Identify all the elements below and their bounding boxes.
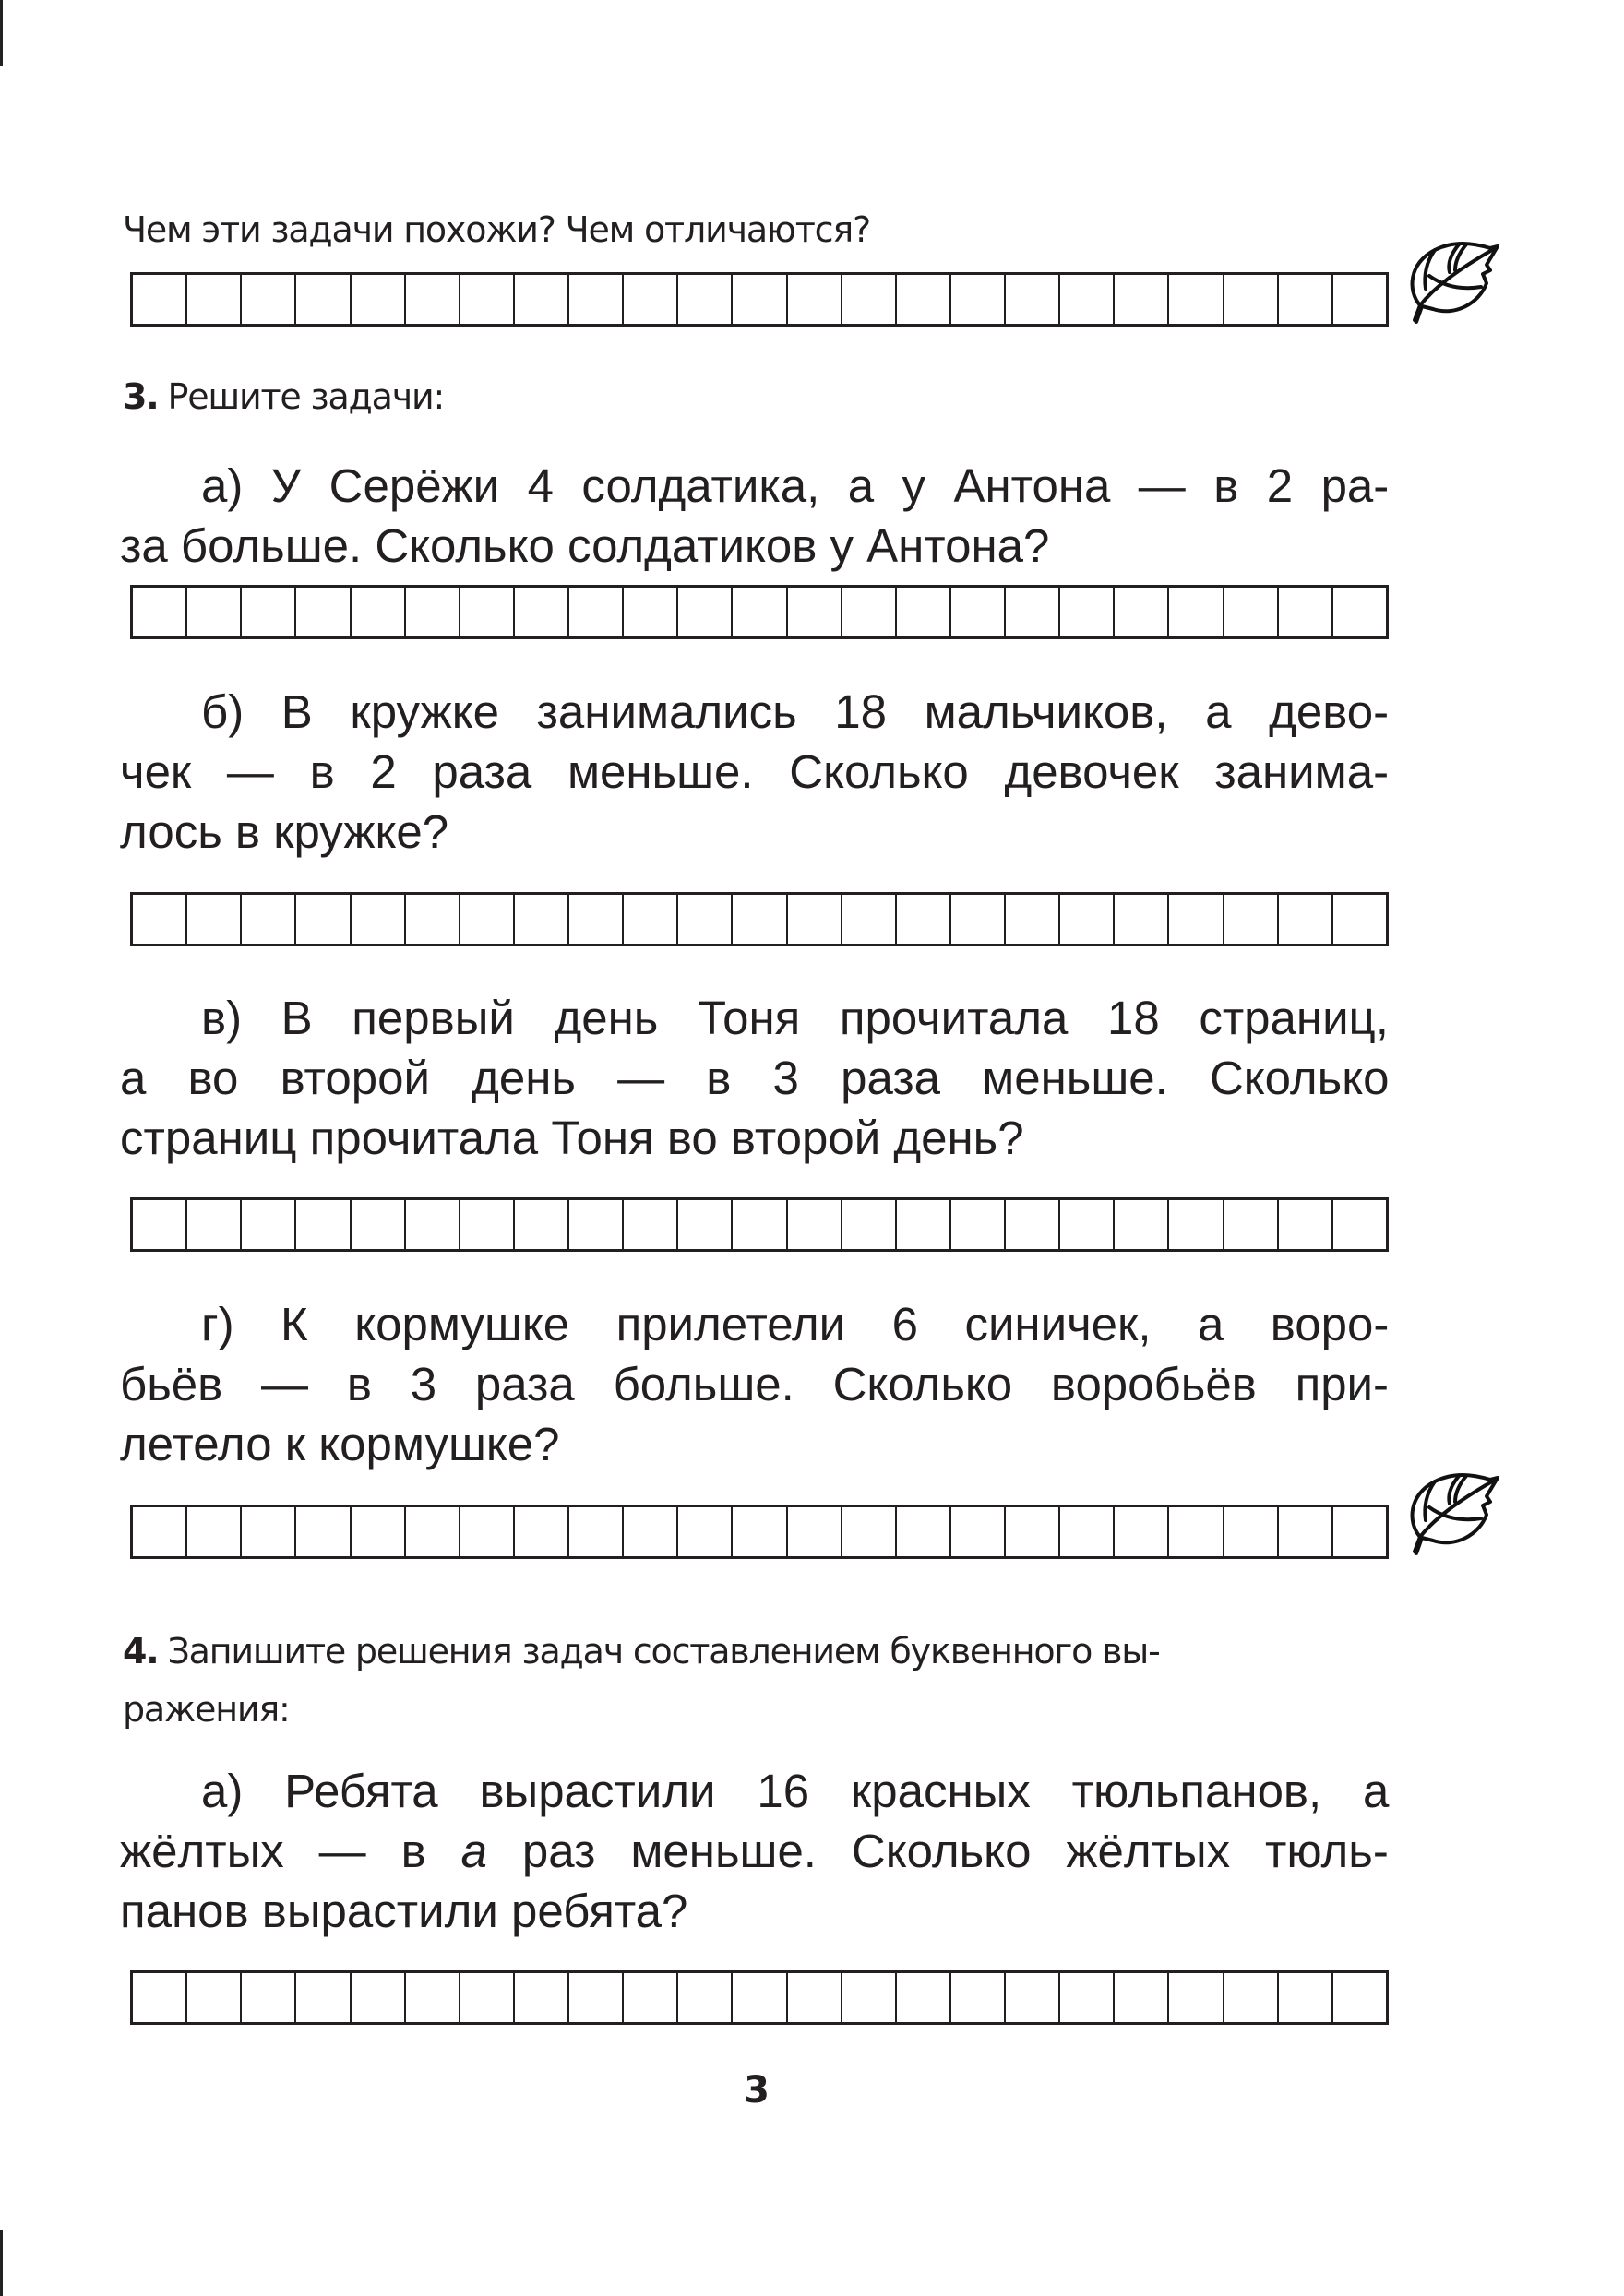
grid-cell[interactable] (187, 895, 242, 944)
grid-cell[interactable] (1169, 895, 1224, 944)
grid-cell[interactable] (242, 1200, 296, 1249)
grid-cell[interactable] (1333, 1200, 1386, 1249)
text-line: в) В первый день Тоня прочитала 18 страниц, (201, 992, 1389, 1044)
grid-cell[interactable] (460, 895, 515, 944)
grid-cell[interactable] (842, 1200, 897, 1249)
grid-cell[interactable] (515, 588, 569, 636)
grid-cell[interactable] (733, 1973, 787, 2022)
grid-cell[interactable] (788, 1507, 842, 1556)
grid-cell[interactable] (624, 1200, 678, 1249)
grid-cell[interactable] (678, 1200, 733, 1249)
grid-cell[interactable] (296, 1200, 351, 1249)
grid-cell[interactable] (569, 895, 624, 944)
answer-grid[interactable] (130, 1970, 1389, 2025)
grid-cell[interactable] (515, 275, 569, 324)
grid-cell[interactable] (296, 275, 351, 324)
grid-cell[interactable] (133, 588, 187, 636)
task-3-item-d (120, 1294, 1389, 1474)
grid-cell[interactable] (733, 588, 787, 636)
grid-cell[interactable] (460, 1507, 515, 1556)
grid-cell[interactable] (352, 1507, 406, 1556)
grid-cell[interactable] (897, 1507, 951, 1556)
grid-cell[interactable] (569, 1973, 624, 2022)
grid-cell[interactable] (460, 588, 515, 636)
grid-cell[interactable] (1060, 1200, 1115, 1249)
text-line: страниц прочитала Тоня во второй день? (120, 1112, 1024, 1164)
grid-cell[interactable] (1224, 588, 1279, 636)
page-edge-mark-bottom (0, 2230, 3, 2296)
grid-cell[interactable] (678, 588, 733, 636)
grid-cell[interactable] (1115, 275, 1169, 324)
grid-cell[interactable] (406, 1973, 460, 2022)
grid-cell[interactable] (133, 1507, 187, 1556)
answer-grid[interactable] (130, 1197, 1389, 1252)
grid-cell[interactable] (133, 1973, 187, 2022)
grid-cell[interactable] (1006, 1200, 1060, 1249)
grid-cell[interactable] (788, 588, 842, 636)
text-line: панов вырастили ребята? (120, 1885, 688, 1937)
answer-grid[interactable] (130, 1505, 1389, 1559)
task-number: 4. (123, 1631, 159, 1671)
grid-cell[interactable] (515, 1973, 569, 2022)
grid-cell[interactable] (296, 1973, 351, 2022)
grid-cell[interactable] (1333, 1507, 1386, 1556)
grid-cell[interactable] (1333, 895, 1386, 944)
text-line: лось в кружке? (120, 805, 449, 858)
grid-cell[interactable] (624, 588, 678, 636)
grid-cell[interactable] (1279, 1973, 1333, 2022)
grid-cell[interactable] (352, 1200, 406, 1249)
grid-cell[interactable] (624, 895, 678, 944)
grid-cell[interactable] (242, 275, 296, 324)
grid-cell[interactable] (460, 1973, 515, 2022)
grid-cell[interactable] (133, 275, 187, 324)
task-3-item-a (120, 456, 1389, 576)
page-edge-mark-top (0, 0, 3, 66)
grid-cell[interactable] (515, 1200, 569, 1249)
grid-cell[interactable] (242, 1973, 296, 2022)
grid-cell[interactable] (187, 1507, 242, 1556)
text-line: г) К кормушке прилетели 6 синичек, а воро- (201, 1298, 1390, 1350)
grid-cell[interactable] (1115, 895, 1169, 944)
grid-cell[interactable] (624, 1973, 678, 2022)
task-title: Решите задачи: (167, 376, 445, 417)
grid-cell[interactable] (242, 895, 296, 944)
grid-cell[interactable] (1279, 1507, 1333, 1556)
grid-cell[interactable] (1224, 1507, 1279, 1556)
grid-cell[interactable] (1279, 275, 1333, 324)
grid-cell[interactable] (842, 895, 897, 944)
grid-cell[interactable] (296, 895, 351, 944)
grid-cell[interactable] (842, 1507, 897, 1556)
grid-cell[interactable] (1060, 895, 1115, 944)
grid-cell[interactable] (569, 1200, 624, 1249)
grid-cell[interactable] (406, 1507, 460, 1556)
answer-grid[interactable] (130, 892, 1389, 946)
grid-cell[interactable] (842, 275, 897, 324)
grid-cell[interactable] (1115, 1507, 1169, 1556)
grid-cell[interactable] (788, 1200, 842, 1249)
grid-cell[interactable] (897, 588, 951, 636)
grid-cell[interactable] (1279, 588, 1333, 636)
grid-cell[interactable] (242, 1507, 296, 1556)
compare-question: Чем эти задачи похожи? Чем отличаются? (123, 209, 870, 250)
grid-cell[interactable] (460, 275, 515, 324)
grid-cell[interactable] (1169, 275, 1224, 324)
text-line: летело к кормушке? (120, 1418, 560, 1470)
grid-cell[interactable] (1279, 1200, 1333, 1249)
grid-cell[interactable] (296, 1507, 351, 1556)
task-3-item-b (120, 682, 1389, 862)
grid-cell[interactable] (624, 275, 678, 324)
grid-cell[interactable] (897, 1200, 951, 1249)
grid-cell[interactable] (788, 275, 842, 324)
grid-cell[interactable] (951, 275, 1006, 324)
grid-cell[interactable] (352, 588, 406, 636)
grid-cell[interactable] (1006, 588, 1060, 636)
grid-cell[interactable] (352, 895, 406, 944)
grid-cell[interactable] (1169, 1200, 1224, 1249)
grid-cell[interactable] (1060, 588, 1115, 636)
grid-cell[interactable] (406, 275, 460, 324)
grid-cell[interactable] (678, 1973, 733, 2022)
text-line: а) Ребята вырастили 16 красных тюльпанов, а (201, 1765, 1390, 1817)
task-3-item-c (120, 988, 1389, 1168)
grid-cell[interactable] (951, 1507, 1006, 1556)
grid-cell[interactable] (1333, 588, 1386, 636)
grid-cell[interactable] (1224, 1200, 1279, 1249)
grid-cell[interactable] (515, 895, 569, 944)
task-3-header (123, 368, 444, 426)
grid-cell[interactable] (1006, 1973, 1060, 2022)
text-fragment: жёлтых — в (120, 1825, 461, 1877)
grid-cell[interactable] (788, 895, 842, 944)
task-number: 3. (123, 376, 159, 417)
text-line: чек — в 2 раза меньше. Сколько девочек занима- (120, 745, 1390, 798)
grid-cell[interactable] (951, 895, 1006, 944)
grid-cell[interactable] (897, 1973, 951, 2022)
grid-cell[interactable] (1333, 1973, 1386, 2022)
text-line: за больше. Сколько солдатиков у Антона? (120, 519, 1050, 572)
answer-grid[interactable] (130, 272, 1389, 327)
grid-cell[interactable] (897, 275, 951, 324)
page-number: 3 (744, 2069, 770, 2112)
task-title-line: Запишите решения задач составлением буквенного вы- (167, 1631, 1160, 1671)
grid-cell[interactable] (352, 275, 406, 324)
grid-cell[interactable] (842, 588, 897, 636)
grid-cell[interactable] (951, 1200, 1006, 1249)
grid-cell[interactable] (678, 1507, 733, 1556)
grid-cell[interactable] (1224, 1973, 1279, 2022)
grid-cell[interactable] (242, 588, 296, 636)
grid-cell[interactable] (1006, 1507, 1060, 1556)
grid-cell[interactable] (842, 1973, 897, 2022)
grid-cell[interactable] (678, 895, 733, 944)
answer-grid[interactable] (130, 585, 1389, 639)
grid-cell[interactable] (569, 588, 624, 636)
task-4-header (123, 1623, 1391, 1739)
grid-cell[interactable] (1006, 895, 1060, 944)
text-line: а во второй день — в 3 раза меньше. Сколько (120, 1052, 1390, 1104)
grid-cell[interactable] (897, 895, 951, 944)
grid-cell[interactable] (1060, 275, 1115, 324)
grid-cell[interactable] (1169, 1507, 1224, 1556)
grid-cell[interactable] (352, 1973, 406, 2022)
grid-cell[interactable] (951, 588, 1006, 636)
grid-cell[interactable] (187, 1200, 242, 1249)
grid-cell[interactable] (1224, 275, 1279, 324)
grid-cell[interactable] (788, 1973, 842, 2022)
grid-cell[interactable] (733, 895, 787, 944)
grid-cell[interactable] (406, 588, 460, 636)
grid-cell[interactable] (624, 1507, 678, 1556)
leaf-icon (1398, 235, 1509, 327)
grid-cell[interactable] (1115, 1200, 1169, 1249)
grid-cell[interactable] (733, 275, 787, 324)
grid-cell[interactable] (1115, 1973, 1169, 2022)
text-line: б) В кружке занимались 18 мальчиков, а дево- (201, 685, 1390, 738)
grid-cell[interactable] (1333, 275, 1386, 324)
grid-cell[interactable] (1169, 588, 1224, 636)
grid-cell[interactable] (1279, 895, 1333, 944)
grid-cell[interactable] (1060, 1507, 1115, 1556)
grid-cell[interactable] (460, 1200, 515, 1249)
grid-cell[interactable] (187, 1973, 242, 2022)
grid-cell[interactable] (515, 1507, 569, 1556)
grid-cell[interactable] (569, 275, 624, 324)
variable-a: а (460, 1825, 487, 1877)
grid-cell[interactable] (296, 588, 351, 636)
grid-cell[interactable] (187, 588, 242, 636)
text-line: а) У Серёжи 4 солдатика, а у Антона — в 2 ра- (201, 459, 1390, 512)
grid-cell[interactable] (406, 895, 460, 944)
grid-cell[interactable] (133, 1200, 187, 1249)
grid-cell[interactable] (406, 1200, 460, 1249)
task-4-item-a (120, 1761, 1389, 1941)
grid-cell[interactable] (1115, 588, 1169, 636)
grid-cell[interactable] (678, 275, 733, 324)
task-title-line: ражения: (123, 1689, 290, 1730)
grid-cell[interactable] (1169, 1973, 1224, 2022)
grid-cell[interactable] (951, 1973, 1006, 2022)
grid-cell[interactable] (569, 1507, 624, 1556)
grid-cell[interactable] (187, 275, 242, 324)
text-fragment: раз меньше. Сколько жёлтых тюль- (486, 1825, 1389, 1877)
grid-cell[interactable] (133, 895, 187, 944)
grid-cell[interactable] (1224, 895, 1279, 944)
text-line (120, 1821, 1389, 1881)
grid-cell[interactable] (733, 1507, 787, 1556)
grid-cell[interactable] (733, 1200, 787, 1249)
text-line: бьёв — в 3 раза больше. Сколько воробьёв при- (120, 1358, 1390, 1410)
leaf-icon (1398, 1467, 1509, 1559)
grid-cell[interactable] (1060, 1973, 1115, 2022)
grid-cell[interactable] (1006, 275, 1060, 324)
